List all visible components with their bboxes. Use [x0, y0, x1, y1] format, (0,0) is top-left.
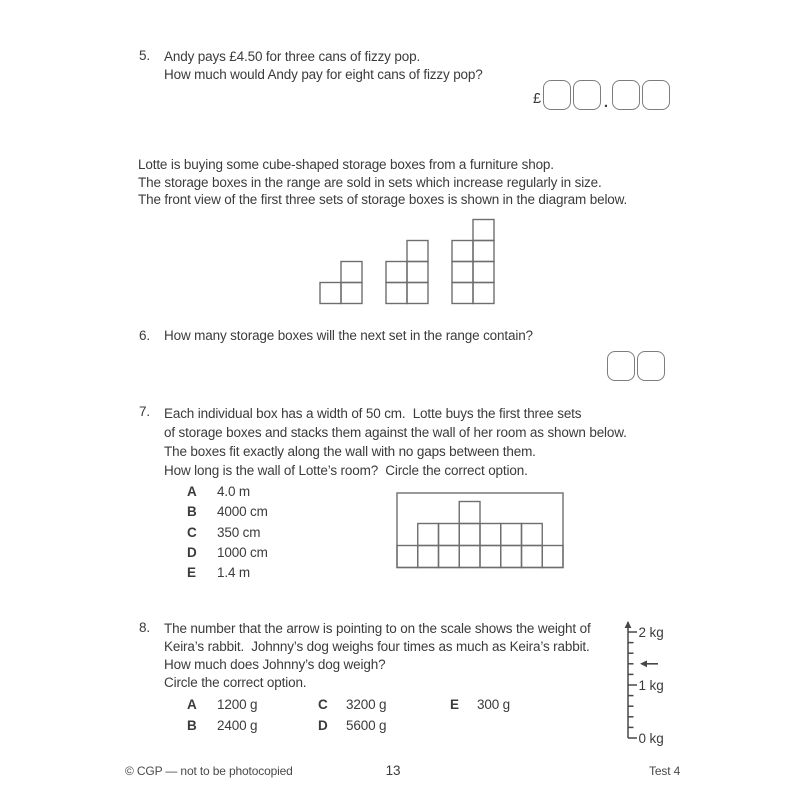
intro-line-3: The front view of the first three sets of storage boxes is shown in the diagram below. [138, 192, 628, 207]
option-value: 350 cm [217, 524, 261, 540]
question-7-line-4: How long is the wall of Lotte’s room? Circle the correct option. [164, 463, 528, 478]
option-letter[interactable]: C [318, 697, 328, 712]
q6-answer-box-2[interactable] [637, 351, 665, 381]
q5-answer-box-pence-2[interactable] [642, 80, 670, 110]
svg-text:0 kg: 0 kg [638, 730, 664, 746]
intro-line-1: Lotte is buying some cube-shaped storage boxes from a furniture shop. [138, 157, 554, 172]
question-8-line-3: How much does Johnny’s dog weigh? [164, 657, 386, 672]
q5-answer-box-pence-1[interactable] [612, 80, 640, 110]
option-value: 4.0 m [217, 484, 251, 499]
currency-symbol: £ [533, 91, 541, 107]
question-8-options [187, 697, 587, 738]
option-letter: B [187, 504, 197, 520]
q8-options-row-1 [187, 697, 587, 718]
svg-text:2 kg: 2 kg [638, 624, 664, 640]
q5-answer-box-pounds-1[interactable] [543, 80, 571, 110]
q5-answer-box-pounds-2[interactable] [573, 80, 601, 110]
question-7-text [164, 404, 627, 480]
option-letter: D [187, 544, 197, 560]
q7-option-c[interactable] [187, 525, 268, 545]
copyright-notice: © CGP — not to be photocopied [125, 764, 293, 778]
question-5-number: 5. [139, 48, 150, 63]
option-value: 4000 cm [217, 504, 268, 520]
option-letter: E [187, 565, 196, 581]
option-letter[interactable]: E [450, 697, 459, 712]
decimal-point: . [603, 94, 608, 111]
question-7-options [187, 484, 268, 585]
question-8-text [164, 620, 591, 692]
question-8-number: 8. [139, 620, 150, 635]
question-7-line-1: Each individual box has a width of 50 cm. Lotte buys the first three sets [164, 406, 582, 421]
question-8-line-2: Keira’s rabbit. Johnny’s dog weighs four times as much as Keira’s rabbit. [164, 639, 590, 654]
option-letter[interactable]: D [318, 717, 328, 733]
option-value[interactable]: 5600 g [346, 717, 387, 733]
question-8-line-1: The number that the arrow is pointing to on the scale shows the weight of [164, 621, 591, 636]
question-7-line-2: of storage boxes and stacks them against the wall of her room as shown below. [164, 425, 627, 440]
test-label: Test 4 [649, 764, 681, 778]
svg-text:1 kg: 1 kg [638, 677, 664, 693]
question-6-number: 6. [139, 328, 150, 343]
intro-line-2: The storage boxes in the range are sold in sets which increase regularly in size. [138, 174, 602, 190]
option-value: 1.4 m [217, 565, 251, 581]
option-letter: C [187, 524, 197, 540]
option-value[interactable]: 1200 g [217, 697, 258, 712]
q7-option-e[interactable] [187, 565, 268, 585]
question-7-line-3: The boxes fit exactly along the wall with no gaps between them. [164, 444, 536, 459]
q6-answer-box-1[interactable] [607, 351, 635, 381]
q7-option-b[interactable] [187, 504, 268, 524]
question-5-answer-row [533, 80, 670, 110]
question-7-number: 7. [139, 404, 150, 419]
q7-option-a[interactable] [187, 484, 268, 504]
weighing-scale-diagram [614, 614, 690, 754]
question-5-line-2: How much would Andy pay for eight cans of fizzy pop? [164, 67, 483, 82]
option-letter: A [187, 484, 197, 499]
question-5-line-1: Andy pays £4.50 for three cans of fizzy pop. [164, 49, 421, 64]
option-value[interactable]: 300 g [477, 697, 511, 712]
wall-stacked-boxes-diagram [396, 492, 564, 569]
page-number: 13 [385, 763, 401, 778]
storage-sets-diagram [318, 216, 498, 306]
question-8-line-4: Circle the correct option. [164, 675, 307, 690]
option-value[interactable]: 2400 g [217, 717, 258, 733]
question-6-answer-row [605, 351, 665, 381]
option-value[interactable]: 3200 g [346, 697, 387, 712]
option-letter[interactable]: B [187, 717, 197, 733]
q8-options-row-2 [187, 718, 587, 739]
option-letter[interactable]: A [187, 697, 197, 712]
q7-option-d[interactable] [187, 545, 268, 565]
storage-boxes-intro [138, 156, 627, 209]
option-value: 1000 cm [217, 544, 268, 560]
question-5-text [164, 48, 483, 84]
question-6-text: How many storage boxes will the next set in the range contain? [164, 328, 533, 343]
